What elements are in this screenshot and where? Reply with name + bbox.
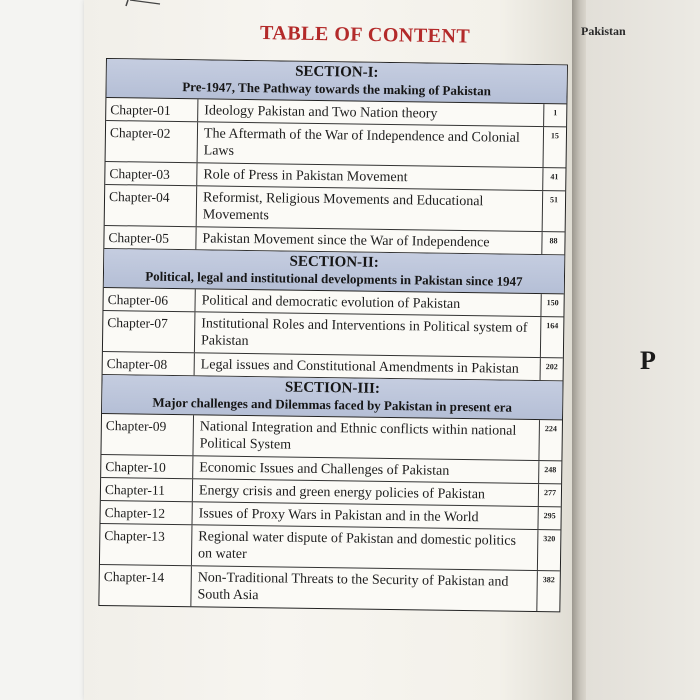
table-row (106, 121, 567, 168)
page-number: 41 (550, 172, 559, 182)
page-title: TABLE OF CONTENT (259, 21, 471, 48)
facing-page-letter: P (640, 346, 656, 375)
chapter-number: Chapter-12 (101, 501, 193, 524)
chapter-number: Chapter-07 (103, 311, 196, 352)
table-row (105, 185, 566, 232)
chapter-number: Chapter-01 (106, 98, 198, 121)
page-number: 320 (543, 534, 556, 544)
page-number: 51 (550, 195, 559, 205)
page-number: 224 (544, 424, 557, 434)
chapter-title: Regional water dispute of Pakistan and domestic politics on water (192, 525, 539, 570)
chapter-title: Non-Traditional Threats to the Security of Pakistan and South Asia (191, 566, 538, 611)
chapter-title: National Integration and Ethnic conflicts within national Political System (193, 415, 540, 460)
section-heading: SECTION-II: (289, 253, 379, 271)
section-header (106, 59, 566, 104)
page-number: 150 (546, 298, 559, 308)
page-number: 248 (544, 465, 557, 475)
chapter-title: Reformist, Religious Movements and Educational Movements (197, 186, 544, 231)
section-subheading: Major challenges and Dilemmas faced by Pakistan in present era (152, 394, 513, 415)
chapter-title: Ideology Pakistan and Two Nation theory (198, 99, 544, 126)
chapter-number: Chapter-13 (100, 524, 193, 565)
chapter-number: Chapter-05 (104, 226, 196, 249)
chapter-number: Chapter-11 (101, 478, 193, 501)
chapter-number: Chapter-14 (99, 565, 192, 606)
section-header (102, 375, 562, 420)
section-heading: SECTION-III: (284, 379, 381, 397)
page-number: 88 (549, 236, 558, 246)
page-number: 277 (543, 488, 557, 498)
page-number: 164 (546, 321, 559, 331)
page-number: 202 (545, 362, 558, 372)
section-subheading: Pre-1947, The Pathway towards the making of Pakistan (182, 79, 491, 99)
page-number: 382 (542, 575, 555, 585)
chapter-title: Legal issues and Constitutional Amendments in Pakistan (195, 353, 541, 380)
chapter-title: The Aftermath of the War of Independence and Colonial Laws (198, 122, 545, 167)
section-subheading: Political, legal and institutional developments in Pakistan since 1947 (145, 268, 523, 289)
chapter-title: Institutional Roles and Interventions in Political system of Pakistan (195, 312, 542, 357)
contents-table (98, 58, 568, 612)
chapter-number: Chapter-03 (105, 162, 197, 185)
section-header (104, 249, 564, 294)
chapter-title: Role of Press in Pakistan Movement (197, 163, 543, 190)
table-row (103, 311, 564, 358)
chapter-title: Economic Issues and Challenges of Pakistan (193, 456, 539, 483)
table-row (100, 524, 561, 571)
facing-page-header: Pakistan (581, 24, 626, 38)
section-heading: SECTION-I: (295, 63, 379, 81)
page-number: 1 (553, 108, 558, 118)
page-number: 295 (543, 511, 556, 521)
chapter-title: Political and democratic evolution of Pakistan (195, 289, 541, 316)
table-row (99, 565, 560, 611)
chapter-number: Chapter-08 (103, 352, 195, 375)
chapter-number: Chapter-04 (105, 185, 198, 226)
chapter-number: Chapter-09 (101, 414, 194, 455)
book-gutter (572, 0, 586, 700)
page-number: 15 (550, 131, 560, 141)
chapter-title: Pakistan Movement since the War of Independence (196, 227, 542, 254)
chapter-number: Chapter-02 (106, 121, 199, 162)
page-top-marks (100, 0, 180, 14)
chapter-title: Issues of Proxy Wars in Pakistan and in the World (192, 502, 538, 529)
chapter-number: Chapter-06 (103, 288, 195, 311)
chapter-number: Chapter-10 (101, 455, 193, 478)
chapter-title: Energy crisis and green energy policies of Pakistan (193, 479, 539, 506)
table-row (101, 414, 562, 461)
